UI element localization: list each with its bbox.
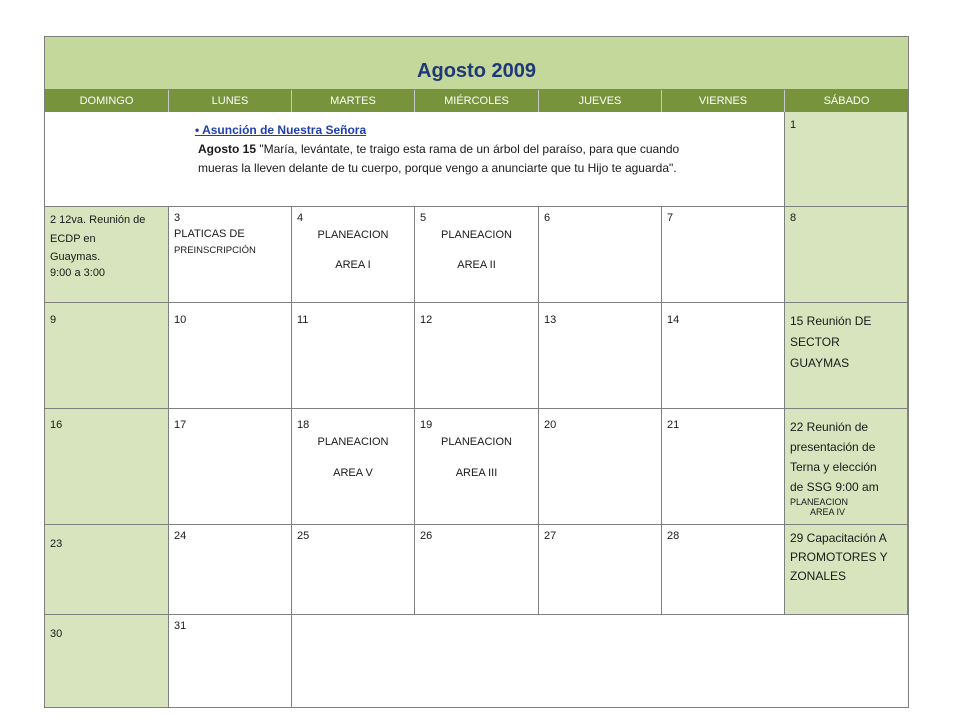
day-2-line2: ECDP en [50,233,96,245]
day-15-line3: GUAYMAS [790,356,850,370]
day-10[interactable] [169,303,292,409]
day-28[interactable] [662,525,785,615]
day-17[interactable] [169,409,292,525]
day-18-event: PLANEACION [317,436,389,448]
day-3[interactable] [169,207,292,303]
day-number: 10 [174,314,187,326]
day-8[interactable] [785,207,908,303]
day-22-line1: 22 Reunión de [790,420,869,434]
day-number: 18 [297,419,310,431]
day-18[interactable] [292,409,415,525]
day-number: 27 [544,530,557,542]
feast-date: Agosto 15 [198,142,257,156]
header-lunes: LUNES [169,90,292,112]
day-number: 26 [420,530,433,542]
day-15-line2: SECTOR [790,335,840,349]
day-25[interactable] [292,525,415,615]
feast-quote-line2: mueras la lleven delante de tu cuerpo, porque vengo a anunciarte que tu Hijo te aguarda". [198,161,677,175]
day-22-line2: presentación de [790,440,876,454]
day-4[interactable] [292,207,415,303]
empty-trailing-cells [292,615,908,707]
day-3-event: PLATICAS DE [174,228,245,240]
day-9[interactable] [45,303,169,409]
day-number: 24 [174,530,187,542]
day-number: 6 [544,212,551,224]
feast-quote-text: "María, levántate, te traigo esta rama de un árbol del paraíso, para que cuando [256,142,680,156]
day-19-event: PLANEACION [441,436,512,448]
day-number: 5 [420,212,427,224]
calendar [44,36,909,708]
day-22-line3: Terna y elección [790,460,877,474]
day-number: 25 [297,530,310,542]
day-15[interactable] [785,303,908,409]
day-number: 20 [544,419,557,431]
feast-link[interactable]: • Asunción de Nuestra Señora [195,123,367,137]
feast-note [45,112,785,207]
day-14[interactable] [662,303,785,409]
day-15-line1: 15 Reunión DE [790,314,872,328]
day-2-line4: 9:00 a 3:00 [50,267,106,279]
day-20[interactable] [539,409,662,525]
calendar-title: Agosto 2009 [45,37,908,90]
header-viernes: VIERNES [662,90,785,112]
day-27[interactable] [539,525,662,615]
day-number: 3 [174,212,181,224]
day-number: 12 [420,314,433,326]
day-number: 31 [174,620,187,632]
day-4-area: AREA I [335,259,371,271]
day-29-line3: ZONALES [790,569,847,583]
day-30[interactable] [45,615,169,707]
day-number: 30 [50,628,63,640]
day-2[interactable] [45,207,169,303]
day-1[interactable] [785,112,908,207]
day-29-line1: 29 Capacitación A [790,531,887,545]
day-29[interactable] [785,525,908,615]
day-4-event: PLANEACION [317,229,389,241]
day-19-area: AREA III [455,467,498,479]
day-number: 23 [50,538,63,550]
day-number: 4 [297,212,304,224]
day-22-area: AREA IV [810,507,846,517]
header-martes: MARTES [292,90,415,112]
day-29-line2: PROMOTORES Y [790,550,888,564]
day-number: 1 [790,119,797,131]
day-number: 19 [420,419,433,431]
day-5-area: AREA II [457,259,496,271]
day-26[interactable] [415,525,539,615]
day-21[interactable] [662,409,785,525]
header-jueves: JUEVES [539,90,662,112]
day-19[interactable] [415,409,539,525]
header-sabado: SÁBADO [785,90,908,112]
day-number: 14 [667,314,680,326]
day-2-line1: 2 12va. Reunión de [50,214,146,226]
day-11[interactable] [292,303,415,409]
day-number: 8 [790,212,797,224]
header-domingo: DOMINGO [45,90,169,112]
day-5[interactable] [415,207,539,303]
day-12[interactable] [415,303,539,409]
day-18-area: AREA V [333,467,373,479]
day-number: 9 [50,314,57,326]
day-22-event: PLANEACION [790,497,849,507]
day-number: 21 [667,419,680,431]
day-22-line4: de SSG 9:00 am [790,480,879,494]
day-22[interactable] [785,409,908,525]
feast-quote-line1 [195,140,784,159]
day-number: 7 [667,212,674,224]
day-7[interactable] [662,207,785,303]
day-number: 11 [297,314,309,326]
day-3-event-sub: PREINSCRIPCIÓN [174,245,256,256]
day-2-line3: Guaymas. [50,251,101,263]
day-number: 17 [174,419,187,431]
day-23[interactable] [45,525,169,615]
day-number: 13 [544,314,557,326]
day-24[interactable] [169,525,292,615]
day-number: 28 [667,530,680,542]
day-31[interactable] [169,615,292,707]
day-5-event: PLANEACION [441,229,512,241]
day-16[interactable] [45,409,169,525]
day-6[interactable] [539,207,662,303]
day-13[interactable] [539,303,662,409]
header-miercoles: MIÉRCOLES [415,90,539,112]
day-number: 16 [50,419,63,431]
